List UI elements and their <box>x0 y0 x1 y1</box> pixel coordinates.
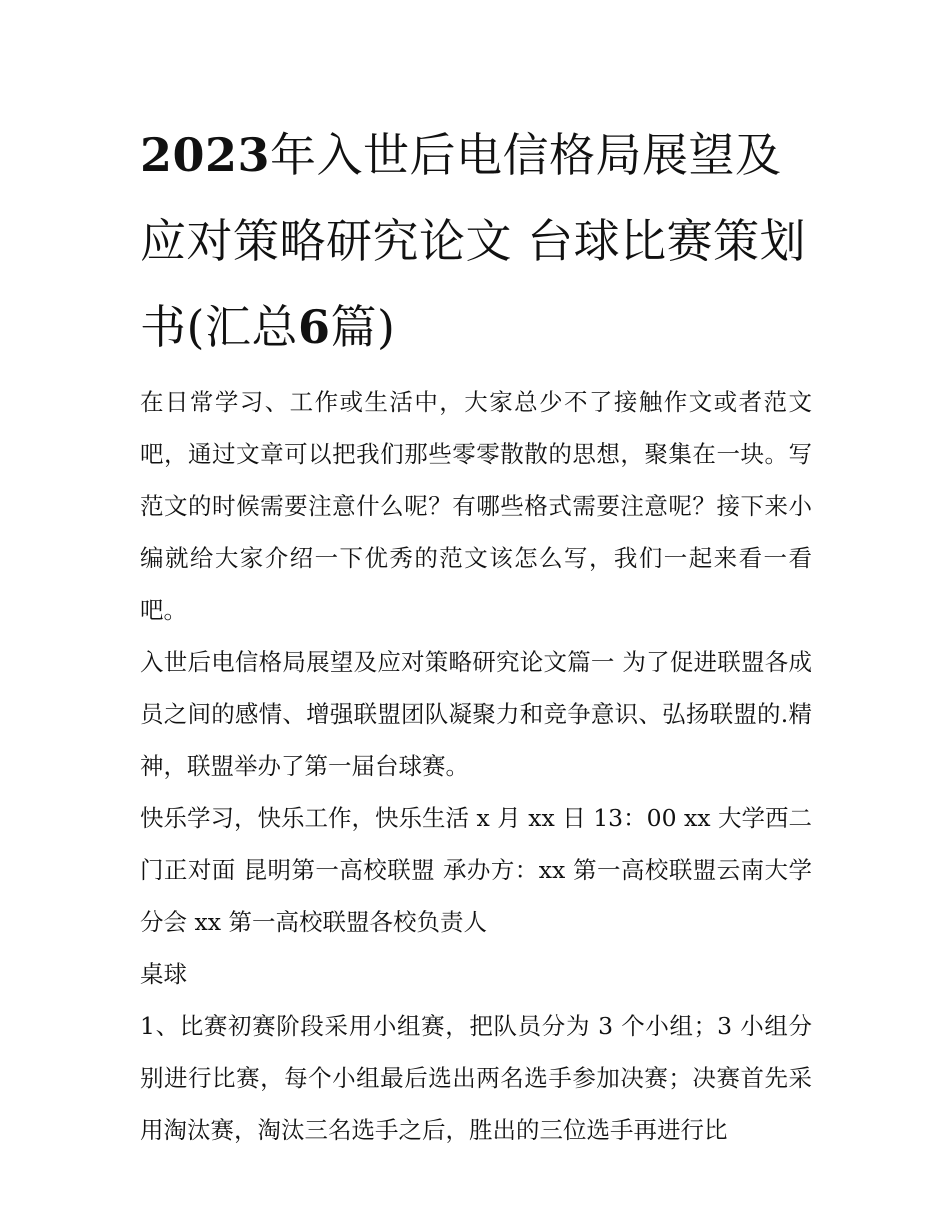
title-text-2: 篇) <box>330 300 396 354</box>
document-page <box>140 112 812 1156</box>
document-body <box>140 376 812 1156</box>
paragraph-intro: 在日常学习、工作或生活中，大家总少不了接触作文或者范文吧，通过文章可以把我们那些零零散散的思想，聚集在一块。写范文的时候需要注意什么呢？有哪些格式需要注意呢？接下来小编就给大家介绍一下优秀的范文该怎么写，我们一起来看一看吧。 <box>140 388 812 624</box>
paragraph-section-one: 入世后电信格局展望及应对策略研究论文篇一 为了促进联盟各成员之间的感情、增强联盟团队凝聚力和竞争意识、弘扬联盟的.精神，联盟举办了第一届台球赛。 <box>140 648 812 780</box>
title-year: 2023 <box>140 128 271 182</box>
paragraph-event-type: 桌球 <box>140 960 187 988</box>
title-text-1: 年入世后电信格局展望及应对策略研究论文 台球比赛策划书(汇总 <box>140 128 807 354</box>
paragraph-rules: 1、比赛初赛阶段采用小组赛，把队员分为 3 个小组；3 小组分别进行比赛，每个小组最后选出两名选手参加决赛；决赛首先采用淘汰赛，淘汰三名选手之后，胜出的三位选手再进行比 <box>140 1012 812 1144</box>
paragraph-event-info: 快乐学习，快乐工作，快乐生活 x 月 xx 日 13：00 xx 大学西二门正对面 昆明第一高校联盟 承办方：xx 第一高校联盟云南大学分会 xx 第一高校联盟各校负责人 <box>140 804 812 936</box>
document-title <box>140 112 812 370</box>
title-count: 6 <box>297 300 331 354</box>
